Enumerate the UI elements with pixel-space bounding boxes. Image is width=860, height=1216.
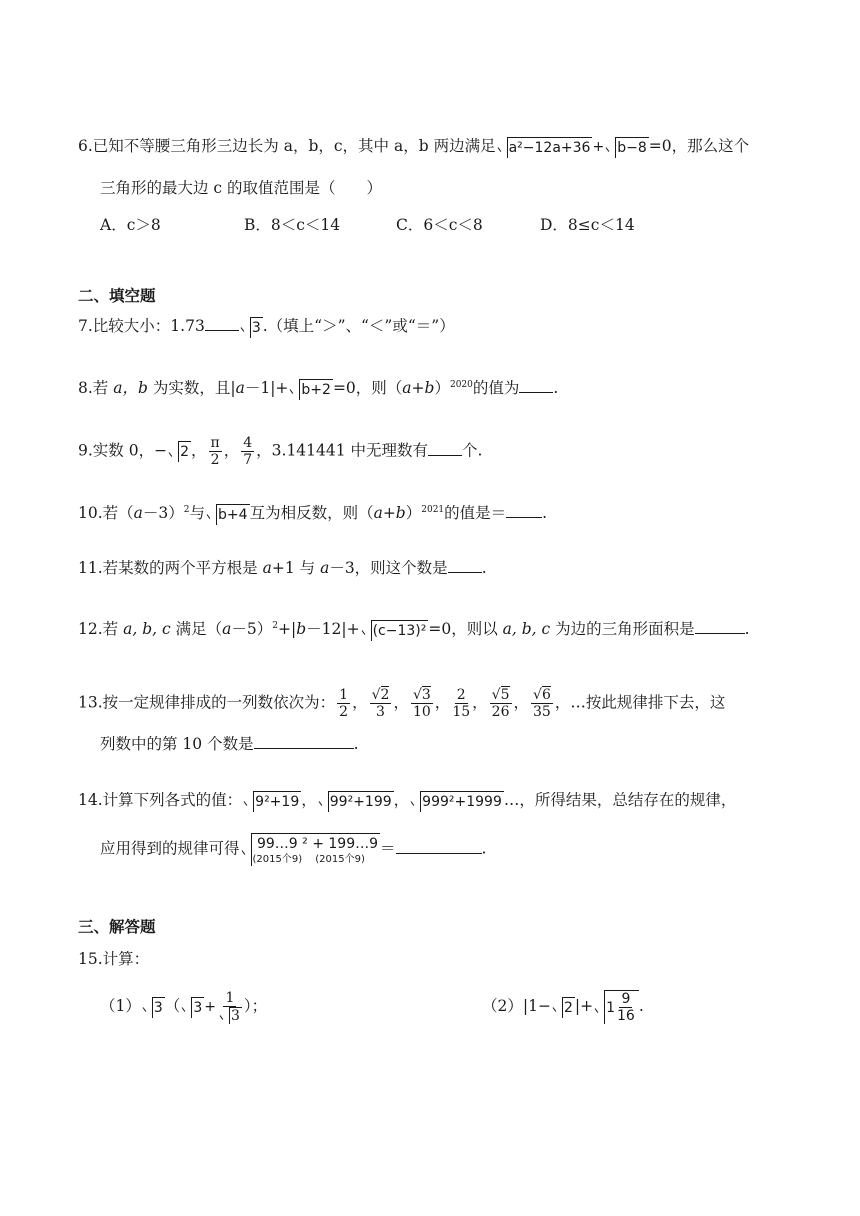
answer-blank xyxy=(254,734,354,749)
sqrt-2: b−8 xyxy=(605,137,649,158)
sequence-term-3: $\frac{√3}{10}$ xyxy=(412,687,431,720)
sequence-term-2: $\frac{√2}{3}$ xyxy=(371,687,390,720)
question-12: 12.若 a, b, c 满足$(a-5)^2+|b-12|+$ (c−13)² =0，则以 a, b, c 为边的三角形面积是 . xyxy=(78,620,750,639)
question-14-line1: 14.计算下列各式的值： 9²+19 ， 99²+199 ， 999²+1999 …，所得结果，总结存在的规律， xyxy=(78,791,737,810)
sqrt-3: 3 xyxy=(240,317,263,338)
answer-blank xyxy=(448,558,482,573)
sqrt-3-part1: 3 xyxy=(142,997,165,1018)
sqrt-c-minus-13: (c−13)² xyxy=(361,620,429,641)
option-a: A．c＞8 xyxy=(100,216,161,234)
sqrt-mixed-number: 1 $\frac{9}{16}$ xyxy=(594,990,639,1024)
section-title-fill-in: 二、填空题 xyxy=(78,287,156,305)
option-b: B．8＜c＜14 xyxy=(244,216,341,234)
question-15-part1: （1） 3 （ 3 + $\frac{1}{3}$ ）； xyxy=(100,990,268,1024)
section-title-solutions: 三、解答题 xyxy=(78,918,156,936)
sqrt-b-plus-4: b+4 xyxy=(206,504,250,525)
sqrt-b-plus-2: b+2 xyxy=(289,379,333,400)
answer-blank xyxy=(519,378,553,393)
answer-blank xyxy=(396,839,482,854)
question-13-line1: 13.按一定规律排成的一列数依次为： $\frac{1}{2}$ ， $\frac{√2}{3}$ ， $\frac{√3}{10}$ ， $\frac{2}{15}$ ， $\frac{√5}{26}$ ， $\frac{√6}{35}$ ，…按此规律排下去，这 xyxy=(78,687,726,720)
question-15-title: 15.计算： xyxy=(78,950,150,968)
answer-blank xyxy=(205,316,239,331)
sqrt-999sq-plus-1999: 999²+1999 xyxy=(410,791,504,812)
answer-blank xyxy=(506,503,542,518)
sequence-term-1: $\frac{1}{2}$ xyxy=(339,687,349,720)
question-6-text: 6.已知不等腰三角形三边长为 a，b，c，其中 a，b 两边满足 xyxy=(78,137,496,155)
question-7: 7.比较大小：1.73 3 .（填上“＞”、“＜”或“＝”） xyxy=(78,317,455,336)
question-13-line2: 列数中的第 10 个数是 . xyxy=(100,735,359,753)
sqrt-9sq-plus-19: 9²+19 xyxy=(243,791,301,812)
question-8: 8.若 a，b 为实数，且|a－1|+ b+2 =0，则$(a+b)^{2020}$的值为 . xyxy=(78,379,559,398)
question-15-part2: （2）|1− 2 |+ 1 $\frac{9}{16}$ . xyxy=(482,991,644,1024)
fraction-pi-over-2: $\frac{\pi}{2}$ xyxy=(210,435,220,468)
sqrt-large-expression: 99…9 (2015个9) ² + 199…9 (2015个9) xyxy=(241,833,381,866)
sqrt-3-inner: 3 xyxy=(181,997,204,1018)
sqrt-2-q9: 2 xyxy=(168,441,191,462)
option-d: D．8≤c＜14 xyxy=(540,216,635,234)
sequence-term-4: $\frac{2}{15}$ xyxy=(452,687,471,720)
question-11: 11.若某数的两个平方根是 a+1 与 a－3，则这个数是 . xyxy=(78,559,487,577)
answer-blank xyxy=(695,619,745,634)
fraction-4-over-7: $\frac{4}{7}$ xyxy=(243,435,253,468)
sqrt-1: a²−12a+36 xyxy=(497,137,593,158)
sqrt-99sq-plus-199: 99²+199 xyxy=(318,791,394,812)
question-9: 9.实数 0，− 2 ， $\frac{\pi}{2}$ ， $\frac{4}{7}$ ，3.141441 中无理数有 个. xyxy=(78,435,483,468)
fraction-1-over-sqrt3: $\frac{1}{3}$ xyxy=(218,990,242,1024)
question-10: 10.若$(a-3)^2$与 b+4 互为相反数，则$(a+b)^{2021}$的值是＝ . xyxy=(78,504,548,523)
sqrt-2-part2: 2 xyxy=(552,997,575,1018)
question-6-line2: 三角形的最大边 c 的取值范围是（ ） xyxy=(100,179,383,197)
question-14-line2: 应用得到的规律可得 99…9 (2015个9) ² + 199…9 (2015个9) ＝ . xyxy=(100,833,486,866)
question-6-line1: 6.已知不等腰三角形三边长为 a，b，c，其中 a，b 两边满足 a²−12a+36 + b−8 =0，那么这个 xyxy=(78,137,750,156)
option-c: C．6＜c＜8 xyxy=(396,216,483,234)
sequence-term-6: $\frac{√6}{35}$ xyxy=(533,687,551,720)
sequence-term-5: $\frac{√5}{26}$ xyxy=(491,687,510,720)
answer-blank xyxy=(428,441,462,456)
